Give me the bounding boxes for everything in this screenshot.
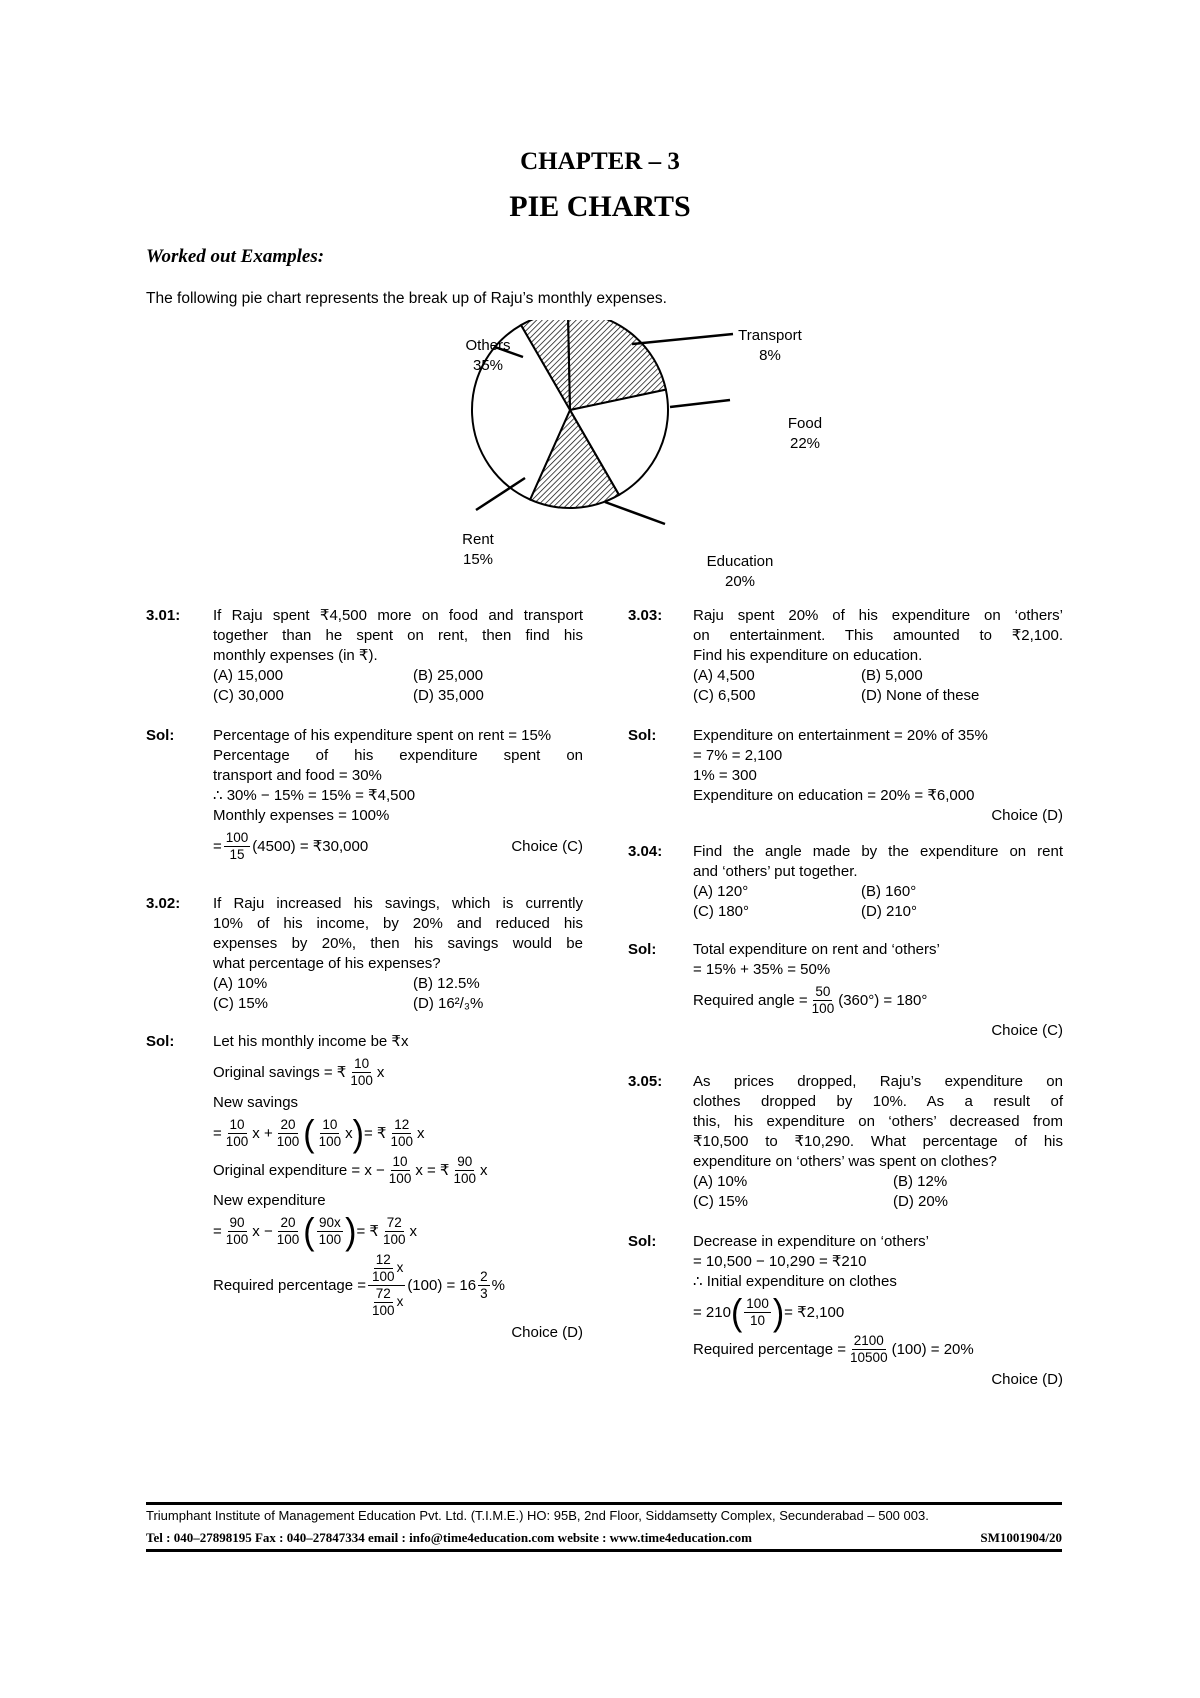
sol-label: Sol: <box>628 941 657 958</box>
choice-text: Choice (D) <box>511 1324 583 1341</box>
intro-text: The following pie chart represents the break up of Raju’s monthly expenses. <box>146 290 667 307</box>
sol-label: Sol: <box>628 727 657 744</box>
pie-label-education: Education 20% <box>706 553 774 590</box>
choice-text: Choice (C) <box>991 1022 1063 1039</box>
solution-3-04: Total expenditure on rent and ‘others’ = 15% + 35% = 50% Required angle = $\frac{50}{100}$ (360°) = 180° Choice (C) <box>693 941 1063 1039</box>
choice-text: Choice (C) <box>511 837 583 855</box>
pie-label-rent: Rent 15% <box>462 531 494 568</box>
pie-label-food: Food 22% <box>787 415 823 452</box>
question-3-03: Raju spent 20% of his expenditure on ‘others’ on entertainment. This amounted to ₹2,100. Find his expenditure on education. (A) 4,500 (B) 5,000 (C) 6,500 (D) None of these <box>693 607 1063 704</box>
question-3-01: If Raju spent ₹4,500 more on food and transport together than he spent on rent, then find his monthly expenses (in ₹). (A) 15,000 (B) 25,000 (C) 30,000 (D) 35,000 <box>213 607 583 704</box>
question-number: 3.04: <box>628 843 663 860</box>
solution-3-01: Percentage of his expenditure spent on rent = 15% Percentage of his expenditure spent on transport and food = 30% ∴ 30% − 15% = 15% = ₹4,500 Monthly expenses = 100% = $\frac{100}{15}$ (4500) = ₹30,000 Choice (C) <box>213 727 583 862</box>
solution-3-05: Decrease in expenditure on ‘others’ = 10,500 − 10,290 = ₹210 ∴ Initial expenditure on clothes = 210 ( $\frac{100}{10}$ ) = ₹2,100 Required percentage = $\frac{2100}{10500}$ (100) = 20% Choice (D) <box>693 1233 1063 1388</box>
chapter-number: CHAPTER – 3 <box>520 148 680 175</box>
footer-code: SM1001904/20 <box>980 1530 1062 1545</box>
pie-label-others: Others 35% <box>465 337 511 374</box>
question-3-02: If Raju increased his savings, which is currently 10% of his income, by 20% and reduced his expenses by 20%, then his savings would be what percentage of his expenses? (A) 10% (B) 12.5% (C) 15% (D) 16²/₃% <box>213 895 583 1012</box>
sol-label: Sol: <box>146 1033 175 1050</box>
question-number: 3.05: <box>628 1073 663 1090</box>
footer-address: Triumphant Institute of Management Education Pvt. Ltd. (T.I.M.E.) HO: 95B, 2nd Floor, Siddamsetty Complex, Secunderabad – 500 003. <box>146 1502 1062 1523</box>
question-number: 3.01: <box>146 607 181 624</box>
choice-text: Choice (D) <box>991 807 1063 824</box>
sol-label: Sol: <box>146 727 175 744</box>
section-heading: Worked out Examples: <box>146 246 325 267</box>
solution-3-03: Expenditure on entertainment = 20% of 35% = 7% = 2,100 1% = 300 Expenditure on education = 20% = ₹6,000 Choice (D) <box>693 727 1063 824</box>
question-3-05: As prices dropped, Raju’s expenditure on clothes dropped by 10%. As a result of this, his expenditure on ‘others’ decreased from ₹10,500 to ₹10,290. What percentage of his expenditure on ‘others’ was spent on clothes? (A) 10% (B) 12% (C) 15% (D) 20% <box>693 1073 1063 1210</box>
question-number: 3.03: <box>628 607 663 624</box>
solution-3-02: Let his monthly income be ₹x Original savings = ₹ $\frac{10}{100}$ x New savings = $\frac{10}{100}$ x + $\frac{20}{100}$ ( $\frac{10}{100}$ x ) = ₹ $\frac{12}{100}$ x Original expenditure = x − $\frac{10}{100}$ x = ₹ $\frac{90}{100}$ x New expenditure = $\frac{90}{100}$ x − $\frac{20}{100}$ ( $\frac{90x}{100}$ ) = ₹ $\frac{72}{100}$ x Required percentage = $\frac{12}{100}$ x $\frac{72}{100}$ x (100) = 16 $\frac{2}{3}$ % Choice (D) <box>213 1033 583 1341</box>
question-number: 3.02: <box>146 895 181 912</box>
leader-line-transport <box>632 334 733 344</box>
pie-label-transport: Transport 8% <box>738 327 802 364</box>
leader-line-education <box>605 502 665 524</box>
question-3-04: Find the angle made by the expenditure on rent and ‘others’ put together. (A) 120° (B) 160° (C) 180° (D) 210° <box>693 843 1063 920</box>
footer-contact: Tel : 040–27898195 Fax : 040–27847334 email : info@time4education.com website : www.time4education.com SM1001904/20 <box>146 1530 1062 1552</box>
choice-text: Choice (D) <box>991 1371 1063 1388</box>
leader-line-food <box>670 400 730 407</box>
page-title: PIE CHARTS <box>509 190 691 223</box>
sol-label: Sol: <box>628 1233 657 1250</box>
